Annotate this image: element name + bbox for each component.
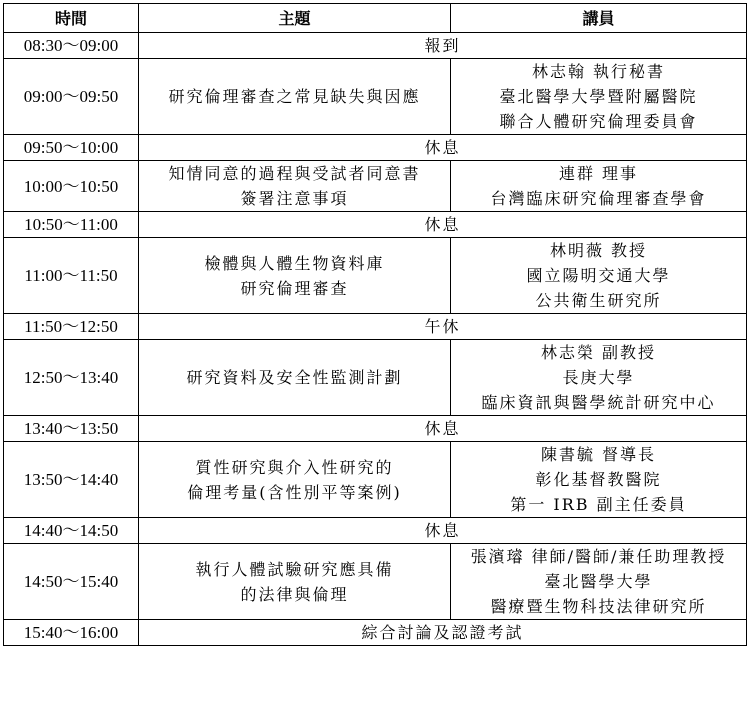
session-span-cell: 午休 [139, 314, 747, 340]
speaker-line: 第一 IRB 副主任委員 [510, 495, 687, 514]
speaker-line: 聯合人體研究倫理委員會 [499, 112, 698, 131]
speaker-line: 彰化基督教醫院 [535, 470, 662, 489]
schedule-row [4, 212, 747, 238]
speaker-cell [451, 238, 747, 314]
topic-line: 檢體與人體生物資料庫 [204, 253, 385, 273]
speaker-line: 台灣臨床研究倫理審查學會 [490, 189, 707, 208]
speaker-line: 林明薇 教授 [549, 241, 648, 260]
schedule-row [4, 442, 747, 518]
header-time: 時間 [4, 4, 139, 33]
speaker-line: 張濱璿 律師/醫師/兼任助理教授 [470, 547, 727, 566]
topic-cell [139, 340, 451, 416]
schedule-row [4, 161, 747, 212]
speaker-cell [451, 544, 747, 620]
speaker-line: 公共衛生研究所 [535, 291, 662, 310]
time-cell: 10:50～11:00 [4, 212, 139, 238]
topic-line: 研究資料及安全性監測計劃 [186, 368, 403, 387]
time-cell: 11:50～12:50 [4, 314, 139, 340]
speaker-line: 臨床資訊與醫學統計研究中心 [481, 393, 716, 412]
schedule-row [4, 518, 747, 544]
session-span-cell: 報到 [139, 33, 747, 59]
speaker-cell [451, 340, 747, 416]
schedule-body [4, 33, 747, 646]
time-cell: 09:00～09:50 [4, 59, 139, 135]
topic-line: 知情同意的過程與受試者同意書 [168, 164, 421, 183]
schedule-row [4, 340, 747, 416]
time-cell: 11:00～11:50 [4, 238, 139, 314]
session-span-cell: 休息 [139, 518, 747, 544]
schedule-table [3, 3, 747, 646]
time-cell: 10:00～10:50 [4, 161, 139, 212]
schedule-row [4, 544, 747, 620]
topic-line: 執行人體試驗研究應具備 [195, 559, 394, 579]
time-cell: 14:50～15:40 [4, 544, 139, 620]
topic-line: 倫理考量(含性別平等案例) [187, 482, 402, 502]
session-span-cell: 休息 [139, 135, 747, 161]
speaker-line: 林志榮 副教授 [540, 343, 657, 362]
topic-cell [139, 59, 451, 135]
session-span-cell: 休息 [139, 212, 747, 238]
time-cell: 09:50～10:00 [4, 135, 139, 161]
speaker-line: 陳書毓 督導長 [540, 445, 657, 464]
schedule-row [4, 416, 747, 442]
speaker-cell [451, 161, 747, 212]
time-cell: 13:50～14:40 [4, 442, 139, 518]
session-span-cell: 休息 [139, 416, 747, 442]
speaker-line: 臺北醫學大學 [544, 572, 653, 591]
speaker-line: 國立陽明交通大學 [526, 266, 671, 285]
schedule-row [4, 59, 747, 135]
speaker-line: 長庚大學 [562, 368, 635, 387]
topic-line: 研究倫理審查 [240, 278, 349, 298]
topic-line: 質性研究與介入性研究的 [195, 457, 394, 477]
topic-cell [139, 161, 451, 212]
header-topic: 主題 [139, 4, 451, 33]
schedule-row [4, 33, 747, 59]
schedule-row [4, 314, 747, 340]
speaker-line: 臺北醫學大學暨附屬醫院 [499, 87, 698, 106]
speaker-cell [451, 442, 747, 518]
session-span-cell: 綜合討論及認證考試 [139, 620, 747, 646]
schedule-row [4, 238, 747, 314]
speaker-line: 醫療暨生物科技法律研究所 [490, 597, 707, 616]
topic-cell [139, 442, 451, 518]
schedule-row [4, 620, 747, 646]
topic-cell [139, 544, 451, 620]
speaker-line: 林志翰 執行秘書 [531, 62, 666, 81]
time-cell: 08:30～09:00 [4, 33, 139, 59]
time-cell: 12:50～13:40 [4, 340, 139, 416]
time-cell: 13:40～13:50 [4, 416, 139, 442]
header-speaker: 講員 [451, 4, 747, 33]
time-cell: 15:40～16:00 [4, 620, 139, 646]
topic-line: 研究倫理審查之常見缺失與因應 [168, 87, 421, 106]
topic-line: 的法律與倫理 [240, 584, 349, 604]
time-cell: 14:40～14:50 [4, 518, 139, 544]
speaker-cell [451, 59, 747, 135]
header-row [4, 4, 747, 33]
topic-cell [139, 238, 451, 314]
topic-line: 簽署注意事項 [240, 189, 349, 208]
speaker-line: 連群 理事 [558, 164, 639, 183]
schedule-row [4, 135, 747, 161]
